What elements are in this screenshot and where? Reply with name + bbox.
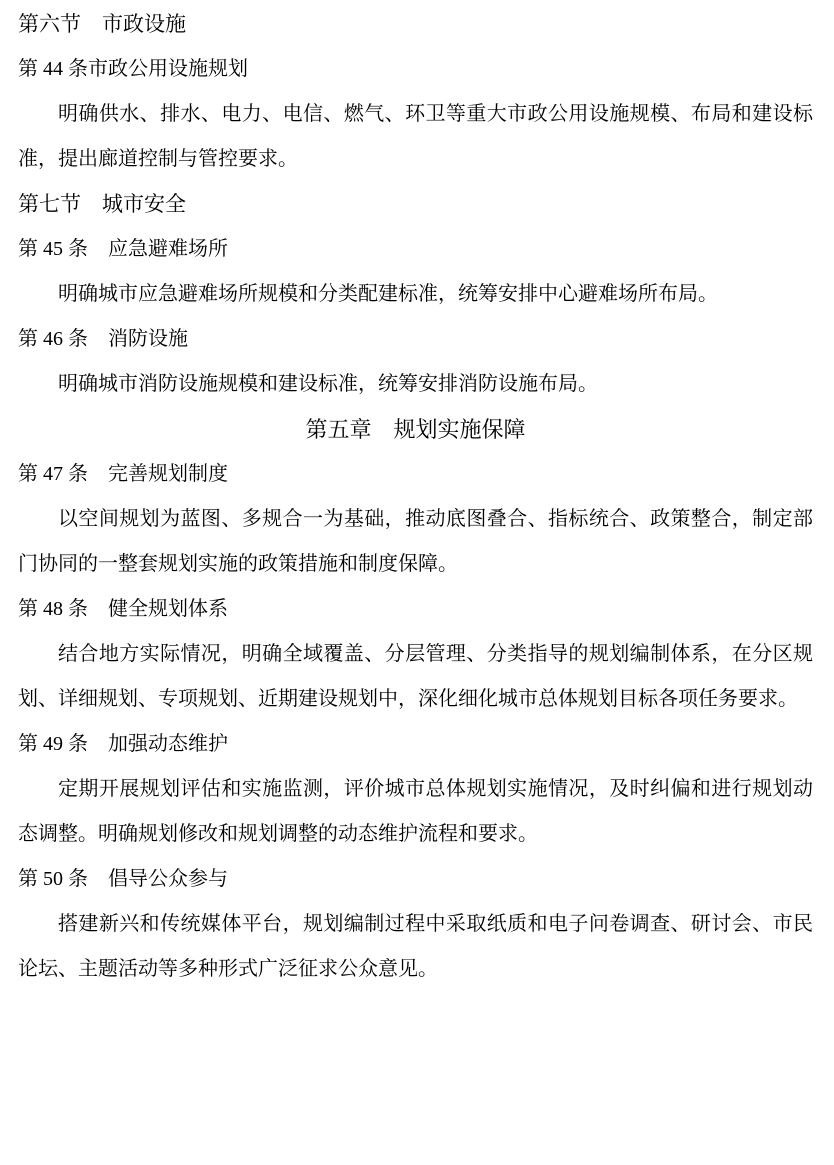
article-45-paragraph: 明确城市应急避难场所规模和分类配建标准，统筹安排中心避难场所布局。 bbox=[58, 283, 718, 305]
article-44-paragraph: 明确供水、排水、电力、电信、燃气、环卫等重大市政公用设施规模、布局和建设标准，提出廊道控制与管控要求。 bbox=[18, 103, 813, 170]
article-46-paragraph: 明确城市消防设施规模和建设标准，统筹安排消防设施布局。 bbox=[58, 373, 598, 395]
section-heading-6: 第六节 市政设施 bbox=[18, 12, 186, 36]
chapter-heading-5: 第五章 规划实施保障 bbox=[305, 417, 526, 442]
article-heading-48: 第 48 条 健全规划体系 bbox=[18, 598, 228, 620]
article-49-paragraph: 定期开展规划评估和实施监测，评价城市总体规划实施情况，及时纠偏和进行规划动态调整。明确规划修改和规划调整的动态维护流程和要求。 bbox=[18, 778, 813, 845]
article-heading-49: 第 49 条 加强动态维护 bbox=[18, 733, 228, 755]
article-heading-45: 第 45 条 应急避难场所 bbox=[18, 238, 228, 260]
article-heading-44: 第 44 条市政公用设施规划 bbox=[18, 58, 248, 80]
article-47-paragraph: 以空间规划为蓝图、多规合一为基础，推动底图叠合、指标统合、政策整合，制定部门协同的一整套规划实施的政策措施和制度保障。 bbox=[18, 508, 813, 575]
article-50-paragraph: 搭建新兴和传统媒体平台，规划编制过程中采取纸质和电子问卷调查、研讨会、市民论坛、主题活动等多种形式广泛征求公众意见。 bbox=[18, 913, 813, 980]
article-heading-47: 第 47 条 完善规划制度 bbox=[18, 463, 228, 485]
article-heading-46: 第 46 条 消防设施 bbox=[18, 328, 188, 350]
article-48-paragraph: 结合地方实际情况，明确全域覆盖、分层管理、分类指导的规划编制体系，在分区规划、详细规划、专项规划、近期建设规划中，深化细化城市总体规划目标各项任务要求。 bbox=[18, 643, 813, 710]
section-heading-7: 第七节 城市安全 bbox=[18, 192, 186, 216]
article-heading-50: 第 50 条 倡导公众参与 bbox=[18, 868, 228, 890]
